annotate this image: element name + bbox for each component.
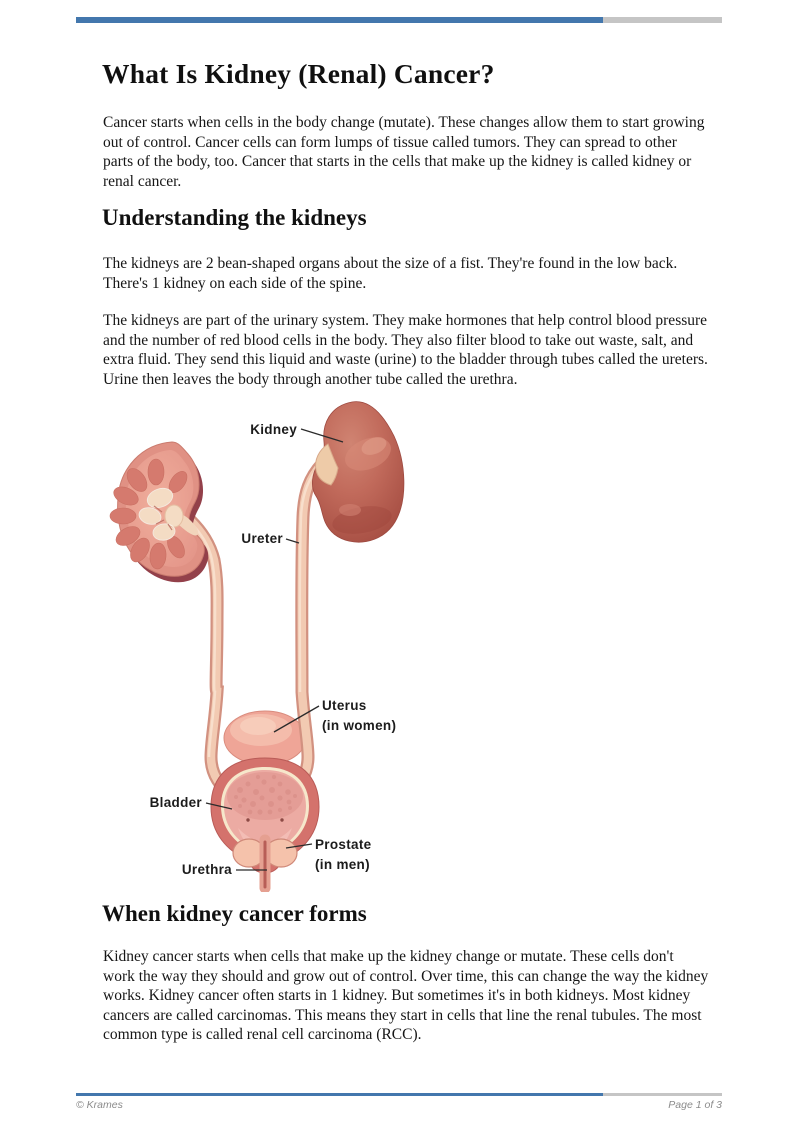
left-kidney-cross-section-illustration: [110, 442, 208, 582]
footer: [76, 1099, 722, 1111]
kidney-label: Kidney: [250, 422, 297, 437]
section-heading-understanding-the-kidneys: Understanding the kidneys: [102, 205, 367, 230]
header-rule: [76, 17, 722, 23]
footer-rule: [76, 1093, 722, 1096]
intro-paragraph: Cancer starts when cells in the body change (mutate). These changes allow them to start growing out of control. Cancer cells can form lumps of tissue called tumors. They can spread to other parts of the body, too. Cancer that starts in the cells that make up the kidney is called kidney or renal cancer.: [103, 114, 705, 190]
header-rule-blue-segment: [76, 17, 603, 23]
footer-page-number: Page 1 of 3: [668, 1099, 722, 1111]
footer-copyright: © Krames: [76, 1099, 123, 1111]
ureter-label: Ureter: [241, 531, 283, 546]
prostate-label-line1: Prostate: [315, 837, 372, 852]
uterus-label-line1: Uterus: [322, 698, 367, 713]
understanding-paragraph-1: The kidneys are 2 bean-shaped organs about the size of a fist. They're found in the low back. There's 1 kidney on each side of the spine.: [103, 255, 678, 292]
header-rule-gray-segment: [603, 17, 722, 23]
understanding-paragraph-2: The kidneys are part of the urinary system. They make hormones that help control blood pressure and the number of red blood cells in the body. They also filter blood to take out waste, salt, and extra fluid. They send this liquid and waste (urine) to the bladder through tubes called the ureters. Urine then leaves the body through another tube called the urethra.: [103, 312, 708, 388]
footer-rule-blue-segment: [76, 1093, 603, 1096]
uterus-label-line2: (in women): [322, 718, 397, 733]
bladder-label: Bladder: [149, 795, 202, 810]
footer-rule-gray-segment: [603, 1093, 722, 1096]
prostate-label-line2: (in men): [315, 857, 370, 872]
right-kidney-illustration: [312, 402, 404, 543]
page-title: What Is Kidney (Renal) Cancer?: [102, 58, 495, 89]
section-heading-when-kidney-cancer-forms: When kidney cancer forms: [102, 901, 367, 926]
urethra-label: Urethra: [181, 862, 232, 877]
uterus-illustration: [224, 711, 306, 765]
urinary-system-illustration: [90, 392, 450, 892]
forms-paragraph: Kidney cancer starts when cells that make up the kidney change or mutate. These cells don't work the way they should and grow out of control. Over time, this can change the way the kidney works. Kidney cancer often starts in 1 kidney. But sometimes it's in both kidneys. Most kidney cancers are called carcinomas. This means they start in cells that line the renal tubules. The most common type is called renal cell carcinoma (RCC).: [103, 948, 709, 1044]
